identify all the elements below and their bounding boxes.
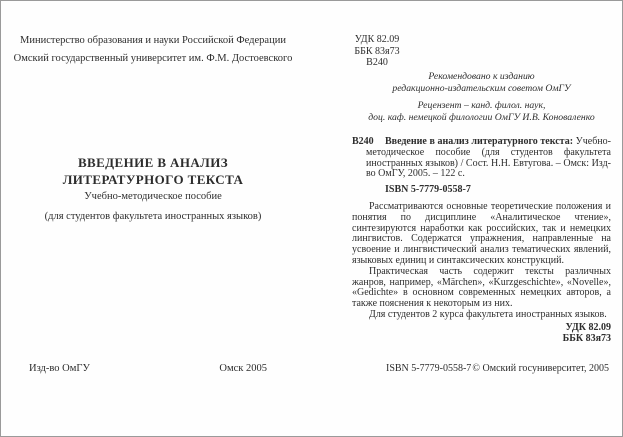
ministry-line-2: Омский государственный университет им. Ф.М. Достоевского (13, 53, 293, 64)
book-title (9, 154, 297, 188)
isbn-line: ISBN 5-7779-0558-7 (385, 184, 471, 196)
bibliographic-entry (352, 137, 611, 180)
entry-code: В240 (352, 136, 374, 147)
entry-description: Учебно-методическое пособие (для студентов факультета иностранных языков) / Сост. Н.Н. Евтугова. – Омск: Изд-во ОмГУ, 2005. – 122 с. (366, 136, 611, 180)
reviewer-line-2: доц. каф. немецкой филологии ОмГУ И.В. Коноваленко (368, 111, 595, 123)
annotation-paragraph-2: Практическая часть содержит тексты различных жанров, например, «Märchen», «Kurzgeschichte», «Novelle», «Gedichte» в основном современных немецких авторов, а также пояснения к некоторым из них. (352, 265, 611, 310)
book-title-line-1: ВВЕДЕНИЕ В АНАЛИЗ (77, 155, 229, 170)
reviewer-note (352, 100, 611, 123)
udk-classification-block (352, 34, 402, 69)
publisher-name: Изд-во ОмГУ (29, 363, 90, 374)
recommendation-note (352, 71, 611, 94)
isbn-footer: ISBN 5-7779-0558-7 (386, 363, 472, 374)
udk-number-bottom: УДК 82.09 (565, 321, 611, 333)
recommendation-line-1: Рекомендовано к изданию (428, 71, 535, 82)
recommendation-block (352, 71, 611, 123)
audience-line: (для студентов факультета иностранных языков) (44, 211, 262, 222)
imprint-block (352, 137, 611, 344)
bbk-number-bottom: ББК 83я73 (562, 332, 611, 344)
udk-bottom-block (352, 322, 611, 344)
ministry-line-1: Министерство образования и науки Российской Федерации (20, 35, 286, 46)
title-page-footer (29, 363, 267, 374)
entry-title: Введение в анализ литературного текста: (385, 136, 574, 147)
author-sign-code: В240 (366, 57, 388, 68)
imprint-page-footer (386, 363, 609, 374)
ministry-header (9, 32, 297, 68)
udk-number: УДК 82.09 (354, 34, 400, 45)
reviewer-line-1: Рецензент – канд. филол. наук, (417, 100, 546, 111)
audience-note: Для студентов 2 курса факультета иностранных языков. (369, 308, 607, 320)
annotation-paragraph-1: Рассматриваются основные теоретические положения и понятия по дисциплине «Аналитическое чтение», синтезируются наработки как российских, так и немецких лингвистов. Содержатся упражнения, направленные на усвоение и лингвистический анализ тематических явлений, языковых единиц и синтаксических конструкций. (352, 200, 611, 266)
city-year: Омск 2005 (219, 363, 267, 374)
book-subtitle: Учебно-методическое пособие (84, 191, 222, 202)
recommendation-line-2: редакционно-издательским советом ОмГУ (392, 82, 571, 94)
book-title-line-2: ЛИТЕРАТУРНОГО ТЕКСТА (62, 172, 244, 187)
copyright-notice: © Омский госуниверситет, 2005 (472, 363, 609, 374)
bbk-number: ББК 83я73 (354, 45, 400, 57)
